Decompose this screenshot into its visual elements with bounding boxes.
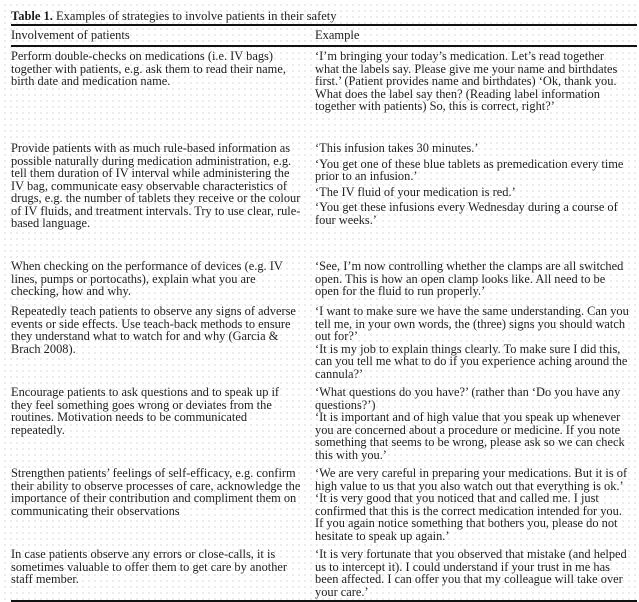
- involvement-cell: Perform double-checks on medications (i.e. IV bags) together with patients, e.g. ask them to read their name, birth date and medication name.: [11, 49, 286, 88]
- example-quote: ‘You get these infusions every Wednesday during a course of four weeks.’: [315, 200, 618, 227]
- example-quote: ‘It is my job to explain things clearly. To make sure I did this, can you tell me what to do if you experience aching around the cannula?’: [315, 341, 628, 381]
- example-quote: ‘I’m bringing your today’s medication. Let’s read together what the labels say. Please give me your name and birthdates first.’ (Patient provides name and birthdates) ‘Ok, thank you. What does the label say then? (Reading label information together with patients) So, this is correct, right?’: [315, 49, 618, 113]
- involvement-cell: Strengthen patients’ feelings of self-efficacy, e.g. confirm their ability to observe processes of care, acknowledge the importance of their contribution and compliment them on communicating their observations: [11, 466, 301, 518]
- example-quote: ‘This infusion takes 30 minutes.’: [315, 141, 479, 155]
- example-cell: [315, 305, 637, 386]
- table-caption: [11, 8, 637, 24]
- table-row: [11, 548, 637, 601]
- column-header-involvement: Involvement of patients: [11, 25, 315, 46]
- example-cell: [315, 467, 637, 548]
- example-cell: [315, 548, 637, 601]
- table-header-row: [11, 25, 637, 46]
- example-quote: ‘We are very careful in preparing your medications. But it is of high value to us that you also watch out that everything is ok.’: [315, 466, 628, 493]
- table-row: [11, 305, 637, 386]
- document: [11, 8, 637, 602]
- example-quote: ‘See, I’m now controlling whether the clamps are all switched open. This is how an open clamp looks like. All need to be open for the fluid to run properly.’: [315, 259, 624, 298]
- strategies-table: [11, 24, 637, 602]
- example-cell: [315, 386, 637, 467]
- example-quote: ‘The IV fluid of your medication is red.’: [315, 184, 516, 199]
- example-cell: [315, 260, 637, 305]
- involvement-cell: Provide patients with as much rule-based information as possible naturally during medication administration, e.g. tell them duration of IV interval while administering the IV bag, communicate easy observable characteristics of drugs, e.g. the number of tablets they receive or the colour of IV fluids, and treatment intervals. Try to use clear, rule-based language.: [11, 141, 301, 230]
- table-row: [11, 386, 637, 467]
- table-row: [11, 142, 637, 260]
- involvement-cell: In case patients observe any errors or close-calls, it is sometimes valuable to offer them to get care by another staff member.: [11, 548, 315, 601]
- table-caption-text: Examples of strategies to involve patients in their safety: [56, 9, 337, 23]
- example-quote: ‘It is important and of high value that you speak up whenever you are concerned about a procedure or medicine. If you note something that seems to be wrong, please ask so we can check this with you.’: [315, 410, 625, 462]
- involvement-cell: Encourage patients to ask questions and to speak up if they feel something goes wrong or deviates from the routines. Motivation needs to be communicated repeatedly.: [11, 385, 280, 437]
- example-quote: ‘It is very good that you noticed that and called me. I just confirmed that this is the correct medication intended for you. If you again notice something that bothers you, please do not hesitate to speak up again.’: [315, 491, 622, 543]
- example-quote: ‘What questions do you have?’ (rather than ‘Do you have any questions?’): [315, 385, 621, 412]
- example-quote: ‘You get one of these blue tablets as premedication every time prior to an infusion.’: [315, 156, 624, 183]
- table-row: [11, 260, 637, 305]
- table-caption-label: Table 1.: [11, 9, 53, 23]
- example-cell: [315, 142, 637, 260]
- table-row: [11, 467, 637, 548]
- table-row: [11, 46, 637, 142]
- involvement-cell: When checking on the performance of devices (e.g. IV lines, pumps or portocaths), explain what you are checking, how and why.: [11, 259, 283, 298]
- example-quote: ‘It is very fortunate that you observed that mistake (and helped us to intercept it). I could understand if your trust in me has been affected. I can offer you that my colleague will take over your care.’: [315, 547, 627, 599]
- involvement-cell: Repeatedly teach patients to observe any signs of adverse events or side effects. Use teach-back methods to ensure they understand what to watch for and why (Garcia & Brach 2008).: [11, 304, 296, 356]
- example-quote: ‘I want to make sure we have the same understanding. Can you tell me, in your own words, the (three) signs you should watch out for?’: [315, 304, 629, 343]
- column-header-example: Example: [315, 25, 637, 46]
- example-cell: [315, 46, 637, 142]
